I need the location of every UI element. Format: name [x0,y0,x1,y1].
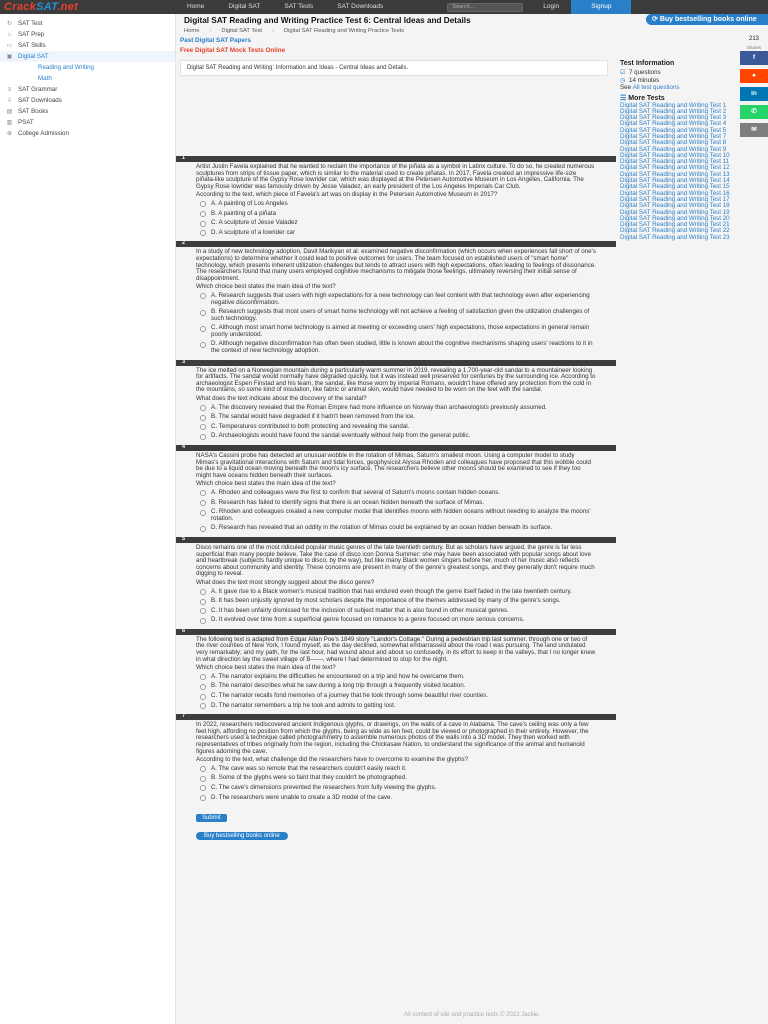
answer-option-text: C. Although most smart home technology is aimed at meeting or exceeding users' high expectations, those expectations in general remain poorly understood. [211,324,590,338]
sidebar-icon: ⊕ [6,131,13,137]
answer-option-text: D. Archaeologists would have found the sandal eventually without help from the general public. [211,432,471,440]
sidebar-icon: ▭ [6,43,13,49]
sidebar-item-label: SAT Skills [18,42,46,49]
answer-option[interactable] [176,432,616,441]
answer-option-text: B. It has been unjustly ignored by most scholars despite the importance of the themes addressed by many of the genre's songs. [211,597,561,605]
answer-option[interactable] [176,597,616,606]
radio-button[interactable] [200,415,206,421]
sidebar-item-label: SAT Test [18,20,43,27]
top-navigation-bar [0,0,768,14]
more-test-link[interactable]: Digital SAT Reading and Writing Test 18 [620,202,730,210]
question-block [176,445,616,533]
test-info-heading: Test Information [620,60,675,67]
sidebar-item-sat-prep[interactable] [0,29,175,40]
question-number: 7 [182,713,186,720]
answer-option[interactable] [176,702,616,711]
more-test-link[interactable]: Digital SAT Reading and Writing Test 23 [620,233,730,241]
clock-icon: ◷ [620,77,626,84]
radio-button[interactable] [200,490,206,496]
answer-option-text: C. A sculpture of Jesse Valadez [211,219,298,227]
answer-option[interactable] [176,219,616,228]
sidebar-item-label: SAT Downloads [18,97,62,104]
sidebar-item-label: Digital SAT [18,53,49,60]
question-number: 6 [182,627,186,634]
answer-option-text: B. The narrator describes what he saw during a long trip through a frequently visited location. [211,682,466,690]
share-label: Shares [746,45,762,50]
sidebar-icon: ▤ [6,109,13,115]
answer-option-text: D. A sculpture of a lowrider car [211,228,295,236]
answer-option-text: B. Some of the glyphs were so faint that they couldn't be photographed. [211,774,407,782]
section-subtitle: Digital SAT Reading and Writing: Information and Ideas - Central Ideas and Details. [180,60,608,76]
radio-button[interactable] [200,221,206,227]
answer-option[interactable] [176,765,616,774]
sidebar-icon: ⇩ [6,98,13,104]
radio-button[interactable] [200,795,206,801]
more-test-link[interactable]: Digital SAT Reading and Writing Test 17 [620,195,730,203]
facebook-icon[interactable]: f [740,51,768,65]
answer-option-text: A. The cave was so remote that the researchers couldn't easily reach it. [211,764,407,772]
question-prompt: According to the text, which piece of Favela's art was on display in the Petersen Automotive Museum in 2017? [196,191,498,199]
sidebar-item-sat-skills[interactable] [0,40,175,51]
more-test-link[interactable]: Digital SAT Reading and Writing Test 13 [620,170,730,178]
answer-option-text: B. Research has failed to identify signs that there is an ocean hidden beneath the surface of Mimas. [211,498,485,506]
answer-option[interactable] [176,692,616,701]
more-test-link[interactable]: Digital SAT Reading and Writing Test 1 [620,101,727,109]
radio-button[interactable] [200,326,206,332]
answer-option-text: D. The narrator remembers a trip he took and admits to getting lost. [211,701,396,709]
radio-button[interactable] [200,310,206,316]
question-prompt: What does the text most strongly suggest about the disco genre? [196,578,375,586]
signup-button[interactable]: Signup [571,0,631,14]
nav-sat-tests[interactable]: SAT Tests [284,3,314,10]
more-test-link[interactable]: Digital SAT Reading and Writing Test 8 [620,139,727,147]
answer-option[interactable] [176,292,616,307]
share-rail [740,36,768,141]
answer-option-text: D. The researchers were unable to create a 3D model of the cave. [211,793,393,801]
sidebar-item-label: SAT Prep [18,31,45,38]
sidebar-icon: ⌂ [7,31,12,38]
radio-button[interactable] [200,293,206,299]
answer-option-text: D. Research has revealed that an oddity in the rotation of Mimas could be explained by an ocean hidden beneath its surface. [211,524,553,532]
radio-button[interactable] [200,211,206,217]
answer-option-text: C. Rhoden and colleagues created a new computer model that identifies moons with hidden oceans without needing to analyze the moons' rotation. [211,508,591,522]
question-passage: Disco remains one of the most ridiculed popular music genres of the late twentieth century. But as scholars have argued, the genre is far less superficial than many people believe. Take the case of disco icon Donna Summer: she may have been associated with popular songs about love and heartbreak (subjects hardly unique to disco, by the way), but like many Black women singers before her, much of her music also reflects concerns about community and identity. These concerns are present in many of the genre's greatest songs, and they generally don't require much digging to reveal. [196,543,595,578]
question-number: 2 [182,240,186,247]
nav-digital-sat[interactable]: Digital SAT [228,3,261,10]
radio-button[interactable] [200,766,206,772]
question-header [176,445,616,451]
breadcrumb-home[interactable]: Home [184,28,200,34]
whatsapp-icon[interactable]: ✆ [740,105,768,119]
footer: All content of site and practice tests © 2022 Jackie. [404,1012,540,1018]
answer-option[interactable] [176,508,616,523]
question-passage: In a study of new technology adoption, Davit Marikyan et al. examined negative disconfirmation (which occurs when experiences fall short of one's expectations) to determine whether it could lead to positive outcomes for users. The team focused on established users of "smart home" technology, which presents inherent utilization challenges but tends to attract users with high expectations, often leading to feelings of dissonance. The researchers found that many users employed cognitive mechanisms to mitigate those feelings, ultimately reversing their initial sense of disappointment. [196,248,596,282]
site-logo[interactable]: CrackSAT.net [4,1,79,13]
answer-option[interactable] [176,616,616,625]
more-test-link[interactable]: Digital SAT Reading and Writing Test 3 [620,114,727,122]
radio-button[interactable] [200,694,206,700]
more-test-link[interactable]: Digital SAT Reading and Writing Test 20 [620,214,730,222]
question-block [176,537,616,625]
radio-button[interactable] [200,674,206,680]
sidebar-icon: ↻ [6,21,13,27]
radio-button[interactable] [200,776,206,782]
answer-option[interactable] [176,340,616,355]
radio-button[interactable] [200,342,206,348]
sidebar-item-sat-books[interactable] [0,106,175,117]
linkedin-icon[interactable]: in [740,87,768,101]
radio-button[interactable] [200,510,206,516]
sidebar-item-digital-sat[interactable] [0,51,175,62]
sidebar-icon: ▣ [6,54,13,60]
question-block [176,360,616,441]
question-prompt: Which choice best states the main idea of the text? [196,480,336,488]
email-icon[interactable]: ✉ [740,123,768,137]
radio-button[interactable] [200,703,206,709]
question-number: 4 [182,444,186,450]
question-header [176,241,616,247]
question-header [176,537,616,543]
question-passage: In 2022, researchers rediscovered ancient Indigenous glyphs, or drawings, on the walls of a cave in Alabama. The cave's ceiling was only a few feet high, affording no position from which the glyphs, being as wide as ten feet, could be viewed or photographed in their entirety. However, the researchers used a technique called photogrammetry to assemble numerous photos of the walls into a 3D model. They then worked with representatives of tribes originally from the region, including the Chickasaw Nation, to understand the significance of the animal and humanoid figures adorning the cave. [196,721,589,755]
nav-sat-downloads[interactable]: SAT Downloads [337,3,384,10]
answer-option[interactable] [176,794,616,803]
breadcrumb-current[interactable]: Digital SAT Reading and Writing Practice Tests [283,28,405,34]
radio-button[interactable] [200,526,206,532]
answer-option-text: B. The sandal would have degraded if it hadn't been removed from the ice. [211,413,416,421]
answer-option[interactable] [176,588,616,597]
answer-option[interactable] [176,499,616,508]
free-mock-link[interactable]: Free Digital SAT Mock Tests Online [180,47,286,54]
more-test-link[interactable]: Digital SAT Reading and Writing Test 9 [620,145,727,153]
question-passage: The ice melted on a Norwegian mountain during a particularly warm summer in 2019, revealing a 1,700-year-old sandal to a mountaineer looking for artifacts. The sandal would normally have degraded quickly, but it was instead well preserved for centuries by the surrounding ice. According to archaeologist Espen Finstad and his team, the sandal, like those worn by imperial Romans, wouldn't have offered any protection from the cold in the mountains, so some kind of insulation, like fabric or animal skin, would have needed to be worn on the feet with the sandal. [196,366,596,394]
answer-option[interactable] [176,229,616,238]
checkbox-icon: ☑ [620,70,626,77]
answer-option[interactable] [176,404,616,413]
answer-option-text: C. The cave's dimensions prevented the researchers from fully viewing the glyphs. [211,783,437,791]
answer-option-text: A. A painting of Los Angeles [211,199,288,207]
answer-option-text: B. Research suggests that most users of smart home technology will not achieve a feeling of satisfaction given the utilization challenges of such technology. [211,308,590,322]
question-prompt: What does the text indicate about the discovery of the sandal? [196,395,367,403]
more-test-link[interactable]: Digital SAT Reading and Writing Test 16 [620,189,730,197]
more-test-link[interactable]: Digital SAT Reading and Writing Test 12 [620,164,730,172]
see-label: See [620,84,632,92]
question-block [176,156,616,237]
sidebar-item-label: PSAT [18,119,34,126]
question-number: 3 [182,358,186,365]
answer-option[interactable] [176,607,616,616]
answer-option-text: D. Although negative disconfirmation has often been studied, little is known about the cognitive mechanisms shaping users' reactions to it in the context of new technology adoption. [211,340,593,355]
radio-button[interactable] [200,608,206,614]
answer-option-text: C. It has been unfairly dismissed for the inclusion of subject matter that is also found in other musical genres. [211,606,509,614]
question-count: 7 questions [629,69,661,77]
radio-button[interactable] [200,500,206,506]
answer-option[interactable] [176,210,616,219]
sidebar-icon: ≡ [7,86,12,93]
sidebar [0,14,176,1024]
more-test-link[interactable]: Digital SAT Reading and Writing Test 4 [620,120,727,128]
more-test-link[interactable]: Digital SAT Reading and Writing Test 22 [620,227,730,235]
question-header [176,156,616,162]
radio-button[interactable] [200,618,206,624]
sidebar-item-label: College Admission [18,130,69,137]
answer-option[interactable] [176,673,616,682]
answer-option[interactable] [176,308,616,323]
radio-button[interactable] [200,785,206,791]
answer-option-text: A. Research suggests that users with high expectations for a new technology can feel content with that technology even after experiencing negative disconfirmation. [211,291,590,306]
sidebar-item-math[interactable] [0,73,175,84]
radio-button[interactable] [200,684,206,690]
question-passage: The following text is adapted from Edgar Allan Poe's 1849 story "Landor's Cottage." During a pedestrian trip last summer, through one or two of the river counties of New York, I found myself, as the day declined, somewhat embarrassed about the road I was pursuing. The land undulated very remarkably; and my path, for the last hour, had wound about and about so confusedly, in its effort to keep in the valleys, that I no longer knew in what direction lay the sweet village of B——, where I had determined to stop for the night. [196,635,596,663]
radio-button[interactable] [200,424,206,430]
right-column [620,60,740,241]
answer-option-text: D. It evolved over time from a superficial genre focused on romance to a genre focused on more serious concerns. [211,616,525,624]
nav-home[interactable]: Home [187,3,205,10]
list-icon: ☰ [620,94,629,102]
breadcrumb-digital-sat-test[interactable]: Digital SAT Test [221,28,263,34]
answer-option[interactable] [176,200,616,209]
sidebar-item-sat-grammar[interactable] [0,84,175,95]
answer-option[interactable] [176,324,616,339]
buy-books-bottom-button[interactable]: Buy bestselling books online [196,832,288,840]
answer-option[interactable] [176,489,616,498]
answer-option[interactable] [176,774,616,783]
question-block [176,241,616,355]
more-test-link[interactable]: Digital SAT Reading and Writing Test 15 [620,183,730,191]
sidebar-item-college-admission[interactable] [0,128,175,139]
answer-option-text: C. Temperatures contributed to both protecting and revealing the sandal. [211,422,410,430]
more-test-link[interactable]: Digital SAT Reading and Writing Test 5 [620,126,727,134]
question-header [176,360,616,366]
radio-button[interactable] [200,434,206,440]
question-number: 5 [182,535,186,542]
sidebar-item-sat-downloads[interactable] [0,95,175,106]
reddit-icon[interactable]: ● [740,69,768,83]
top-nav-links [175,0,395,14]
answer-option-text: A. It gave rise to a Black women's musical tradition that has endured even though the genre itself faded in the late twentieth century. [211,587,572,595]
question-passage: NASA's Cassini probe has detected an unusual wobble in the rotation of Mimas, Saturn's smallest moon. Using a computer model to study Mimas's gravitational interactions with Saturn and tidal forces, geophysicist Alyssa Rhoden and colleagues have proposed that this wobble could be due to a liquid ocean moving beneath the moon's icy surface. The researchers believe other moons should be examined to see if they too might have oceans hidden beneath their surfaces. [196,452,591,479]
questions-list [176,156,616,842]
all-questions-link[interactable]: All test questions [632,84,680,92]
buy-books-button[interactable]: ⟳ Buy bestselling books online [646,14,768,25]
share-count: 213 [748,36,759,42]
submit-button[interactable]: Submit [196,814,227,822]
more-test-link[interactable]: Digital SAT Reading and Writing Test 10 [620,151,730,159]
answer-option-text: B. A painting of a piñata [211,209,277,217]
answer-option[interactable] [176,413,616,422]
answer-option[interactable] [176,682,616,691]
minutes-count: 14 minutes [629,76,660,84]
sidebar-item-psat[interactable] [0,117,175,128]
answer-option[interactable] [176,524,616,533]
more-test-link[interactable]: Digital SAT Reading and Writing Test 7 [620,132,727,140]
page-title: Digital SAT Reading and Writing Practice Test 6: Central Ideas and Details [184,15,471,25]
answer-option-text: A. Rhoden and colleagues were the first to confirm that several of Saturn's moons contain hidden oceans. [211,488,501,496]
answer-option[interactable] [176,784,616,793]
question-passage: Artist Justin Favela explained that he wanted to reclaim the importance of the piñata as a symbol in Latinx culture. To do so, he created numerous sculptures from strips of tissue paper, which is similar to the material used to create piñatas. In 2017, Favela created an impressive life-size piñata-like sculpture of the Gypsy Rose lowrider car, which was displayed at the Petersen Automotive Museum in Los Angeles, California. The Gypsy Rose lowrider was famously driven by Jesse Valadez, an early president of the Los Angeles Imperials Car Club. [196,163,595,190]
search-input[interactable]: Search... [447,3,523,12]
sidebar-item-reading-and-writing[interactable] [0,62,175,73]
radio-button[interactable] [200,405,206,411]
radio-button[interactable] [200,589,206,595]
more-test-link[interactable]: Digital SAT Reading and Writing Test 2 [620,107,727,115]
answer-option-text: A. The discovery revealed that the Roman Empire had more influence on Norway than archaeologists previously assumed. [211,403,547,411]
sidebar-icon: ▥ [6,120,13,126]
radio-button[interactable] [200,230,206,236]
question-header [176,714,616,720]
more-test-link[interactable]: Digital SAT Reading and Writing Test 19 [620,208,730,216]
more-test-link[interactable]: Digital SAT Reading and Writing Test 21 [620,221,730,229]
breadcrumb: Home › Digital SAT Test › Digital SAT Reading and Writing Practice Tests [184,28,405,34]
question-number: 1 [182,155,186,161]
question-prompt: Which choice best states the main idea of the text? [196,664,336,672]
more-test-link[interactable]: Digital SAT Reading and Writing Test 11 [620,158,730,166]
sidebar-item-label: Math [38,75,52,82]
radio-button[interactable] [200,599,206,605]
past-papers-link[interactable]: Past Digital SAT Papers [180,37,251,44]
more-tests-heading: More Tests [628,94,665,102]
more-tests-list [620,103,740,242]
more-test-link[interactable]: Digital SAT Reading and Writing Test 14 [620,177,730,185]
question-header [176,629,616,635]
answer-option[interactable] [176,423,616,432]
radio-button[interactable] [200,201,206,207]
question-prompt: According to the text, what challenge did the researchers have to overcome to examine the glyphs? [196,756,469,764]
sidebar-item-label: SAT Books [18,108,49,115]
question-block [176,629,616,710]
answer-option-text: A. The narrator explains the difficulties he encountered on a trip and how he overcame them. [211,672,465,680]
sidebar-item-sat-test[interactable] [0,18,175,29]
sidebar-item-label: SAT Grammar [18,86,58,93]
answer-option-text: C. The narrator recalls fond memories of a journey that he took through some beautiful river counties. [211,692,489,700]
cart-icon: ⟳ [652,16,660,23]
login-button[interactable]: Login [543,3,560,10]
question-prompt: Which choice best states the main idea of the text? [196,283,336,291]
question-block [176,714,616,802]
sidebar-item-label: Reading and Writing [38,64,94,71]
